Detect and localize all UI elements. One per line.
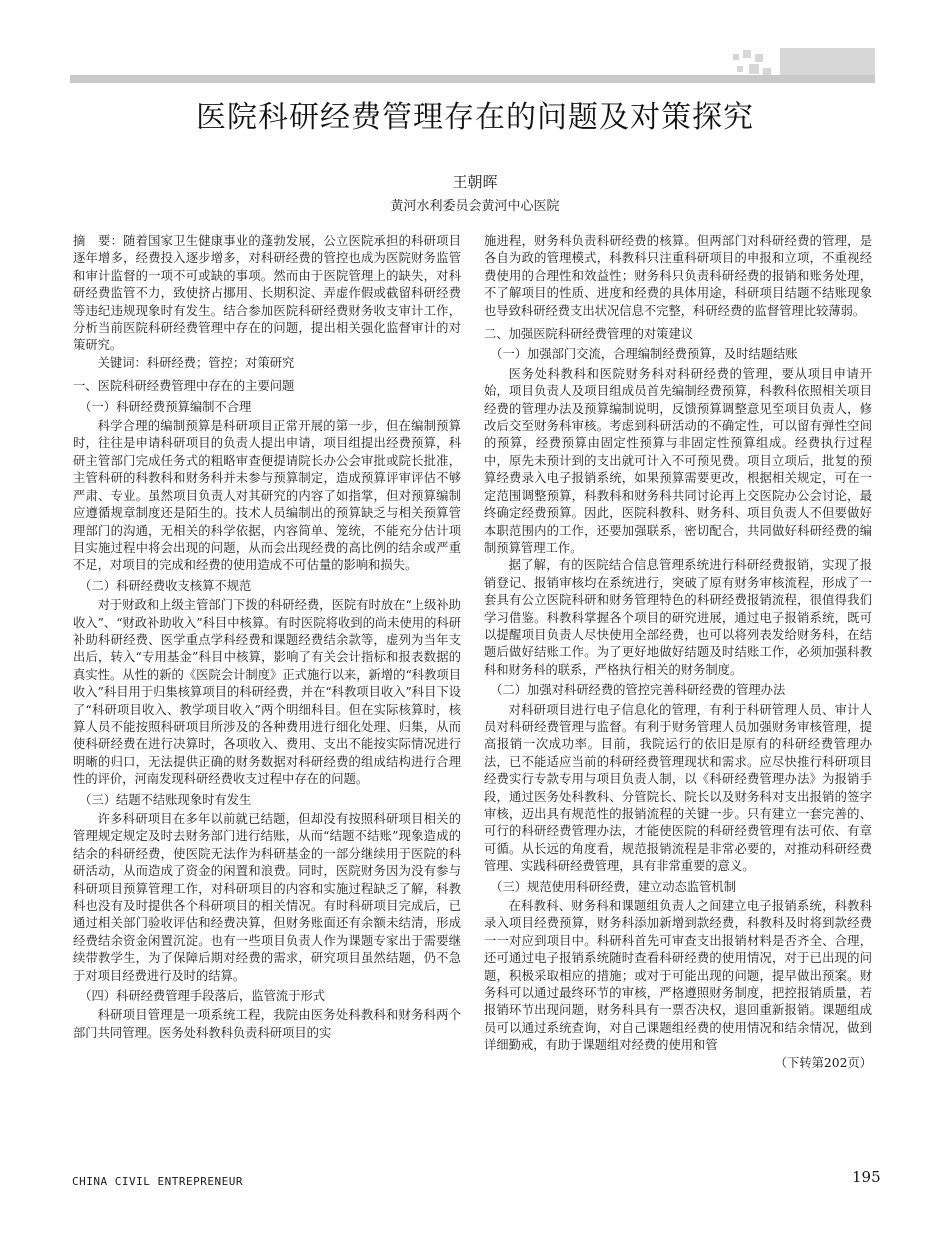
subsection-heading: （二）科研经费收支核算不规范 <box>79 578 252 593</box>
article-title: 医院科研经费管理存在的问题及对策探究 <box>196 100 754 135</box>
paragraph: 医务处科教科和医院财务科对科研经费的管理，要从项目申请开始，项目负责人及项目组成员首先编制经费预算，科教科依照相关项目经费的管理办法及预算编制说明，反馈预算调整意见至项目负责人，修改后交至财务科审核。考虑到科研活动的不确定性，可以留有弹性空间的预算，经费预算由固定性预算与非固定性预算组成。经费执行过程中，原先未预计到的支出就可计入不可预见费。项目立项后，批复的预算经费录入电子报销系统，如果预算需要更改，根据相关规定，可在一定范围调整预算，科教科和财务科共同讨论再上交医院办公会讨论，最终确定经费预算。因此，医院科教科、财务科、项目负责人不但要做好本职范围内的工作，还要加强联系，密切配合，共同做好科研经费的编制预算管理工作。 <box>484 366 872 555</box>
subsection-heading: （四）科研经费管理手段落后，监管流于形式 <box>79 989 326 1004</box>
header-rule <box>70 75 875 83</box>
right-column <box>484 233 872 1072</box>
journal-name: CHINA CIVIL ENTREPRENEUR <box>72 1175 243 1188</box>
paragraph: 科研项目管理是一项系统工程，我院由医务处科教科和财务科两个部门共同管理。医务处科教科负责科研项目的实 <box>73 1008 461 1040</box>
subsection-heading: （二）加强对科研经费的管控完善科研经费的管理办法 <box>490 683 786 698</box>
section-heading: 二、加强医院科研经费管理的对策建议 <box>484 327 694 342</box>
page-number: 195 <box>852 1168 881 1186</box>
paragraph: 对于财政和上级主管部门下拨的科研经费，医院有时放在“上级补助收入”、“财政补助收入”科目中核算。有时医院将收到的尚未使用的科研补助科研经费、医学重点学科经费和课题经费结余款等，虚列为当年支出后，转入“专用基金”科目中核算，影响了有关会计指标和报表数据的真实性。从性的新的《医院会计制度》正式施行以来，新增的“科教项目收入”科目用于归集核算项目的科研经费，并在“科教项目收入”科目下设了“科研项目收入、教学项目收入”两个明细科目。但在实际核算时，核算人员不能按照科研项目所涉及的各种费用进行细化处理、归集，从而使科研经费在进行决算时，各项收入、费用、支出不能按实际情况进行明晰的归口，无法提供正确的财务数据对科研经费的组成结构进行合理性的评价，河南发现科研经费收支过程中存在的问题。 <box>73 598 461 787</box>
paragraph: 许多科研项目在多年以前就已结题，但却没有按照科研项目相关的管理规定规定及时去财务部门进行结账，从而“结题不结账”现象造成的结余的科研经费，使医院无法作为科研基金的一部分继续用于医院的科研活动，从而造成了资金的闲置和浪费。同时，医院财务因为没有参与科研项目预算管理工作，对科研项目的内容和实施过程缺乏了解，科教科也没有及时提供各个科研项目的相关情况。有时科研项目完成后，已通过相关部门验收评估和经费决算，但财务账面还有余额未结清，形成经费结余资金闲置沉淀。也有一些项目负责人作为课题专家出于需要继续带教学生，为了保障后期对经费的需求，研究项目虽然结题，仍不急于对项目经费进行及时的结算。 <box>73 812 461 983</box>
subsection-heading: （三）规范使用科研经费，建立动态监管机制 <box>490 879 737 894</box>
paragraph: 施进程，财务科负责科研经费的核算。但两部门对科研经费的管理，是各自为政的管理模式，科教科只注重科研项目的申报和立项，不重视经费使用的合理性和效益性；财务科只负责科研经费的报销和账务处理，不了解项目的性质、进度和经费的具体用途，科研项目结题不结账现象也导致科研经费支出状况信息不完整，科研经费的监督管理比较薄弱。 <box>484 234 872 318</box>
affiliation: 黄河水利委员会黄河中心医院 <box>390 199 560 214</box>
paragraph: 科学合理的编制预算是科研项目正常开展的第一步，但在编制预算时，往往是申请科研项目的负责人提出申请，项目组提出经费预算，科研主管部门完成任务式的粗略审查便提请院长办公会审批或院长批准，主管科研的科教科和财务科并未参与预算制定，造成预算评审评估不够严肃、专业。虽然项目负责人对其研究的内容了如指掌，但对预算编制应遵循规章制度还是陌生的。技术人员编制出的预算缺乏与相关预算管理部门的沟通，无相关的科学依据，内容简单、笼统，不能充分估计项目实施过程中将会出现的问题，从而会出现经费的高比例的结余或严重不足，对项目的完成和经费的使用造成不可估量的影响和损失。 <box>73 419 461 573</box>
paragraph: 摘 要：随着国家卫生健康事业的蓬勃发展，公立医院承担的科研项目逐年增多，经费投入逐步增多，对科研经费的管控也成为医院财务监管和审计监督的一项不可或缺的事项。然而由于医院管理上的缺失，对科研经费监管不力，致使挤占挪用、长期积淀、弄虚作假或截留科研经费等违纪违规现象时有发生。结合参加医院科研经费财务收支审计工作，分析当前医院科研经费管理中存在的问题，提出相关强化监督审计的对策研究。 <box>73 234 461 353</box>
paragraph: 在科教科、财务科和课题组负责人之间建立电子报销系统，科教科录入项目经费预算，财务科添加新增到款经费，科教科及时将到款经费一一对应到项目中。科研科首先可审查支出报销材料是否齐全、合理，还可通过电子报销系统随时查看科研经费的使用情况，对于已出现的问题，积极采取相应的措施；或对于可能出现的问题，提早做出预案。财务科可以通过最终环节的审核，严格遵照财务制度，把控报销质量，若报销环节出现问题，财务科具有一票否决权，退回重新报销。课题组成员可以通过系统查询，对自己课题组经费的使用情况和结余情况，做到详细勤戒，有助于课题组对经费的使用和管 <box>484 899 872 1053</box>
subsection-heading: （一）加强部门交流，合理编制经费预算，及时结题结账 <box>490 347 798 362</box>
continued-note: （下转第202页） <box>774 1055 872 1070</box>
left-column <box>73 233 461 1042</box>
subsection-heading: （三）结题不结账现象时有发生 <box>79 792 252 807</box>
paragraph: 据了解，有的医院结合信息管理系统进行科研经费报销，实现了报销登记、报销审核均在系统进行，突破了原有财务审核流程，形成了一套具有公立医院科研和财务管理特色的科研经费报销流程，很值得我们学习借鉴。科教科掌握各个项目的研究进展，通过电子报销系统，既可以提醒项目负责人尽快使用全部经费，也可以将列表发给财务科，在结题后做好结账工作。为了更好地做好结题及时结账工作，必须加强科教科和财务科的联系，严格执行相关的财务制度。 <box>484 558 872 677</box>
paragraph: 关键词：科研经费；管控；对策研究 <box>97 355 295 370</box>
subsection-heading: （一）科研经费预算编制不合理 <box>79 399 252 414</box>
section-heading: 一、医院科研经费管理中存在的主要问题 <box>73 379 295 394</box>
paragraph: 对科研项目进行电子信息化的管理，有利于科研管理人员、审计人员对科研经费管理与监督。有利于财务管理人员加强财务审核管理，提高报销一次成功率。目前，我院运行的依旧是原有的科研经费管理办法，已不能适应当前的科研经费管理现状和需求。应尽快推行科研项目经费实行专款专用与项目负责人制，以《科研经费管理办法》为报销手段，通过医务处科教科、分管院长、院长以及财务科对支出报销的签字审核，迈出具有规范性的报销流程的关键一步。只有建立一套完善的、可行的科研经费管理办法，才能使医院的科研经费管理有法可依、有章可循。从长远的角度看，规范报销流程是非常必要的，对推动科研经费管理、实践科研经费管理，具有非常重要的意义。 <box>484 702 872 874</box>
author: 王朝晖 <box>452 173 498 191</box>
